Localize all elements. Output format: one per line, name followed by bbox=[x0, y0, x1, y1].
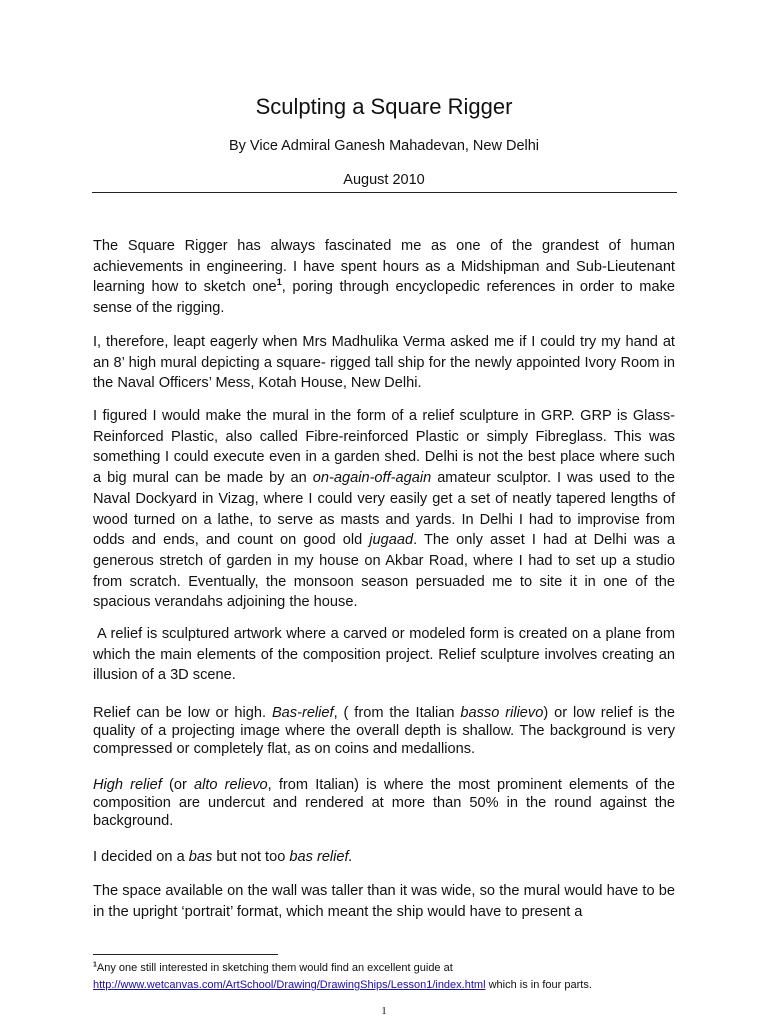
paragraph-3: I figured I would make the mural in the form of a relief sculpture in GRP. GRP is Glass-Reinforced Plastic, also called Fibre-reinforced Plastic or simply Fibreglass. This was something I could execute even in a garden shed. Delhi is not the best place where such a big mural can be made by an on-again-off-again amateur sculptor. I was used to the Naval Dockyard in Vizag, where I could very easily get a set of neatly tapered lengths of wood turned on a lathe, to serve as masts and yards. In Delhi I had to improvise from odds and ends, and count on good old jugaad. The only asset I had at Delhi was a generous stretch of garden in my house on Akbar Road, where I had to set up a studio from scratch. Eventually, the monsoon season persuaded me to site it in one of the spacious verandahs adjoining the house. bbox=[93, 408, 676, 611]
date: August 2010 bbox=[343, 172, 425, 188]
header-rule bbox=[92, 192, 677, 193]
footnote-link[interactable]: http://www.wetcanvas.com/ArtSchool/Drawing/DrawingShips/Lesson1/index.html bbox=[93, 979, 486, 991]
footnote-reference[interactable]: 1 bbox=[276, 277, 282, 288]
paragraph-2: I, therefore, leapt eagerly when Mrs Madhulika Verma asked me if I could try my hand at an 8’ high mural depicting a square- rigged tall ship for the newly appointed Ivory Room in the Naval Officers’ Mess, Kotah House, New Delhi. bbox=[93, 334, 675, 392]
footnote-marker: 1 bbox=[93, 961, 97, 969]
paragraph-7: I decided on a bas but not too bas relief. bbox=[93, 849, 353, 865]
footnote-after-link: which is in four parts. bbox=[485, 979, 592, 991]
paragraph-1: The Square Rigger has always fascinated me as one of the grandest of human achievements in engineering. I have spent hours as a Midshipman and Sub-Lieutenant learning how to sketch one$^1$, poring through encyclopedic references in order to make sense of the rigging. bbox=[93, 238, 675, 317]
paragraph-8: The space available on the wall was taller than it was wide, so the mural would have to be in the upright ‘portrait’ format, which meant the ship would have to present a bbox=[93, 883, 675, 920]
byline: By Vice Admiral Ganesh Mahadevan, New Delhi bbox=[228, 138, 540, 154]
page-number: 1 bbox=[381, 1005, 387, 1017]
footnote-rule bbox=[93, 954, 278, 955]
footnote bbox=[93, 960, 693, 994]
page-title: Sculpting a Square Rigger bbox=[255, 94, 513, 119]
footnote-text: Any one still interested in sketching them would find an excellent guide at bbox=[96, 962, 453, 974]
paragraph-4: A relief is sculptured artwork where a carved or modeled form is created on a plane from which the main elements of the composition project. Relief sculpture involves creating an illusion of a 3D scene. bbox=[93, 626, 675, 684]
paragraph-5: Relief can be low or high. Bas-relief, ( from the Italian basso rilievo) or low relief is the quality of a projecting image where the overall depth is shallow. The background is very compressed or completely flat, as on coins and medallions. bbox=[93, 705, 675, 757]
paragraph-6: High relief (or alto relievo, from Italian) is where the most prominent elements of the composition are undercut and rendered at more than 50% in the round against the background. bbox=[93, 777, 676, 829]
